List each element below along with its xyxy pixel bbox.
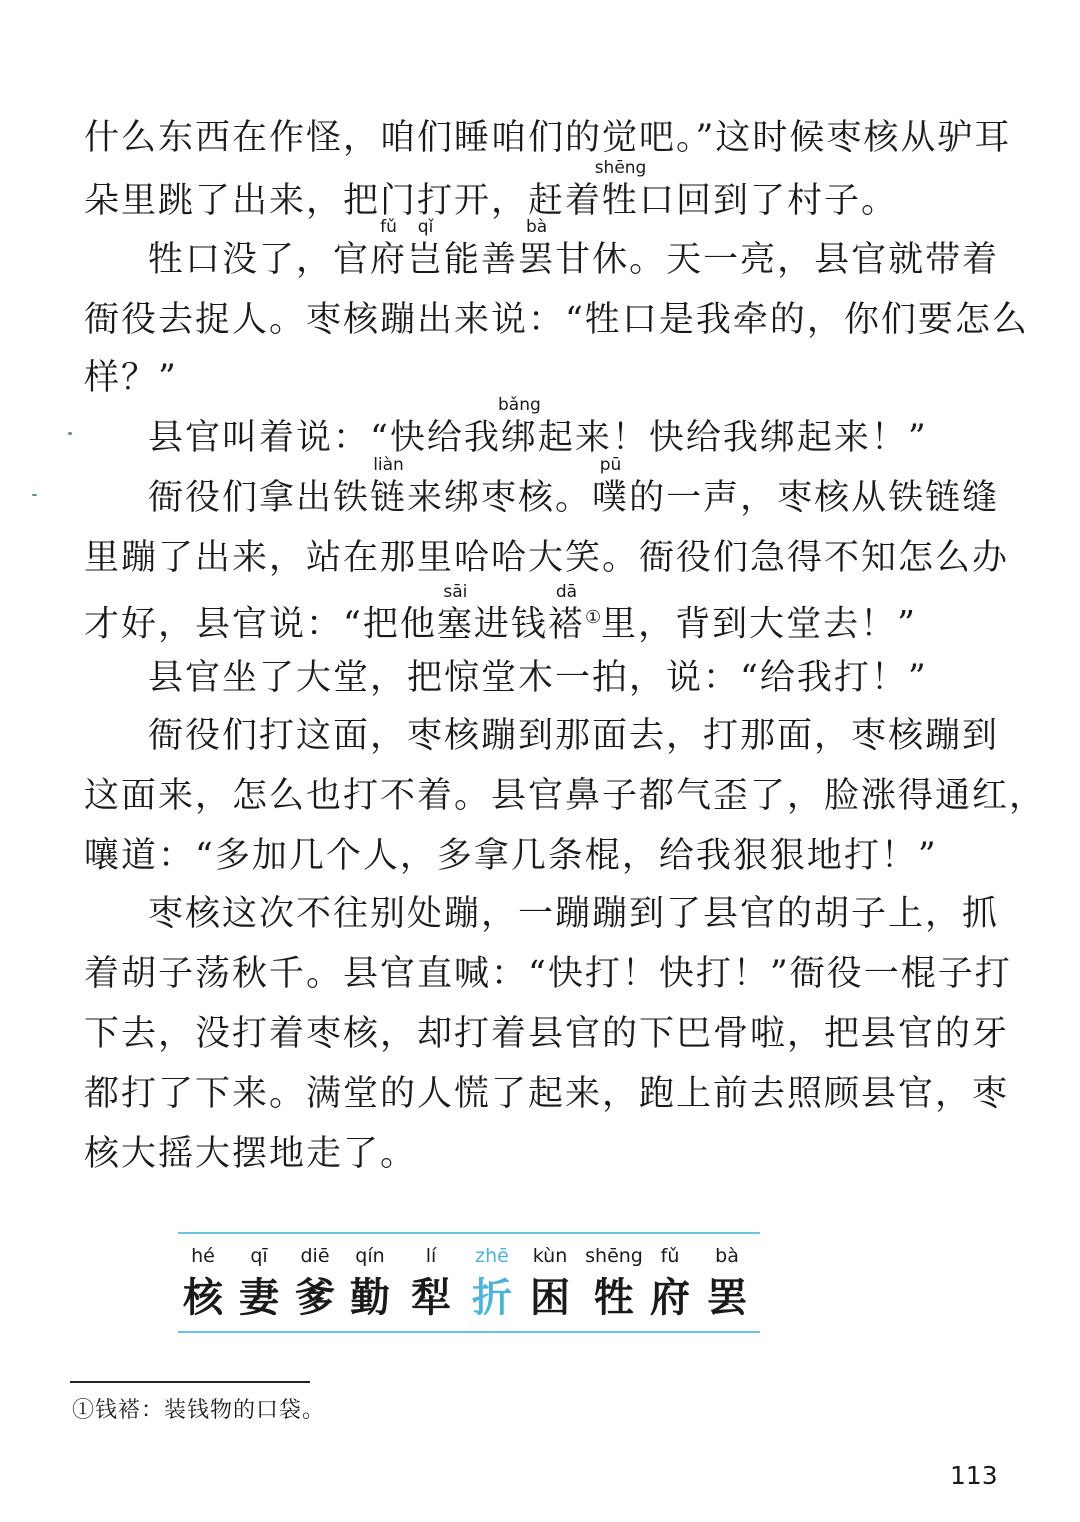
vocab-pinyin: hé [191, 1245, 215, 1267]
vocab-character: 妻 [239, 1275, 279, 1321]
text-line: 县官叫着说：“快给我绑 bǎng 起来！快给我绑起来！” [148, 395, 928, 458]
vocab-pinyin-highlighted: zhē [475, 1245, 509, 1267]
vocab-pinyin: lí [425, 1245, 437, 1267]
text-line: 衙役去捉人。枣核蹦出来说：“牲口是我牵的，你们要怎么 [84, 300, 1029, 340]
pinyin-annotation: qǐ [417, 217, 434, 237]
text-line: 嚷道：“多加几个人，多拿几条棍，给我狠狠地打！” [84, 836, 938, 876]
footnote: ①钱褡：装钱物的口袋。 [72, 1398, 326, 1423]
pinyin-annotation: fǔ [380, 217, 397, 237]
text-line: 这面来，怎么也打不着。县官鼻子都气歪了，脸涨得通红， [84, 776, 1047, 816]
pinyin-annotation: dā [555, 581, 578, 602]
text-line: 下去，没打着枣核，却打着县官的下巴骨啦，把县官的牙 [84, 1014, 1010, 1054]
text-line: 枣核这次不往别处蹦，一蹦蹦到了县官的胡子上，抓 [148, 894, 1000, 934]
footnote-divider [70, 1381, 310, 1383]
vocab-pinyin: qín [355, 1245, 385, 1267]
pinyin-annotation: bǎng [498, 395, 541, 415]
vocab-character: 勤 [350, 1275, 390, 1321]
vocab-pinyin: fǔ [660, 1245, 680, 1267]
vocab-character: 罢 [707, 1275, 747, 1321]
vocab-character: 牲 [594, 1275, 634, 1321]
vocab-character: 犁 [411, 1275, 451, 1321]
scan-speck [68, 432, 72, 435]
vocab-character: 府 [650, 1275, 690, 1321]
vocab-character: 爹 [295, 1275, 335, 1321]
text-line: 核大摇大摆地走了。 [84, 1134, 418, 1174]
vocab-pinyin: qī [250, 1245, 268, 1267]
text-line: 里蹦了出来，站在那里哈哈大笑。衙役们急得不知怎么办 [84, 538, 1010, 578]
text-line: 朵里跳了出来，把门打开，赶着牲 shēng 口回到了村子。 [84, 158, 899, 221]
page-number: 113 [950, 1461, 998, 1490]
text-line: 牲口没了，官府 fǔ 岂 qǐ 能善罢 bà 甘休。天一亮，县官就带着 [148, 217, 1000, 280]
pinyin-annotation: shēng [594, 158, 647, 178]
vocab-character: 核 [183, 1275, 223, 1321]
text-line: 衙役们打这面，枣核蹦到那面去，打那面，枣核蹦到 [148, 716, 1000, 756]
vocab-pinyin: bà [715, 1245, 739, 1267]
vocab-character-highlighted: 折 [472, 1275, 512, 1321]
scan-speck [32, 494, 37, 496]
vocabulary-top-rule [178, 1232, 760, 1234]
text-line: 什么东西在作怪，咱们睡咱们的觉吧。”这时候枣核从驴耳 [84, 118, 1012, 158]
text-line: 着胡子荡秋千。县官直喊：“快打！快打！”衙役一棍子打 [84, 954, 1012, 994]
vocabulary-bottom-rule [178, 1331, 760, 1333]
pinyin-annotation: sāi [443, 581, 468, 602]
text-line: 县官坐了大堂，把惊堂木一拍，说：“给我打！” [148, 658, 928, 698]
pinyin-annotation: bà [525, 217, 548, 237]
text-line: 样？” [84, 358, 178, 398]
text-line: 都打了下来。满堂的人慌了起来，跑上前去照顾县官，枣 [84, 1074, 1010, 1114]
text-line: 才好，县官说：“把他塞 sāi 进钱褡 dā ①里，背到大堂去！” [84, 581, 917, 645]
vocab-pinyin: diē [300, 1245, 330, 1267]
pinyin-annotation: pū [599, 455, 622, 475]
pinyin-annotation: liàn [373, 455, 404, 475]
vocab-pinyin: kùn [532, 1245, 568, 1267]
footnote-marker: ① [584, 607, 602, 628]
vocab-character: 困 [530, 1275, 570, 1321]
vocab-pinyin: shēng [585, 1245, 643, 1267]
text-line: 衙役们拿出铁链 liàn 来绑枣核。噗 pū 的一声，枣核从铁链缝 [148, 455, 1000, 518]
